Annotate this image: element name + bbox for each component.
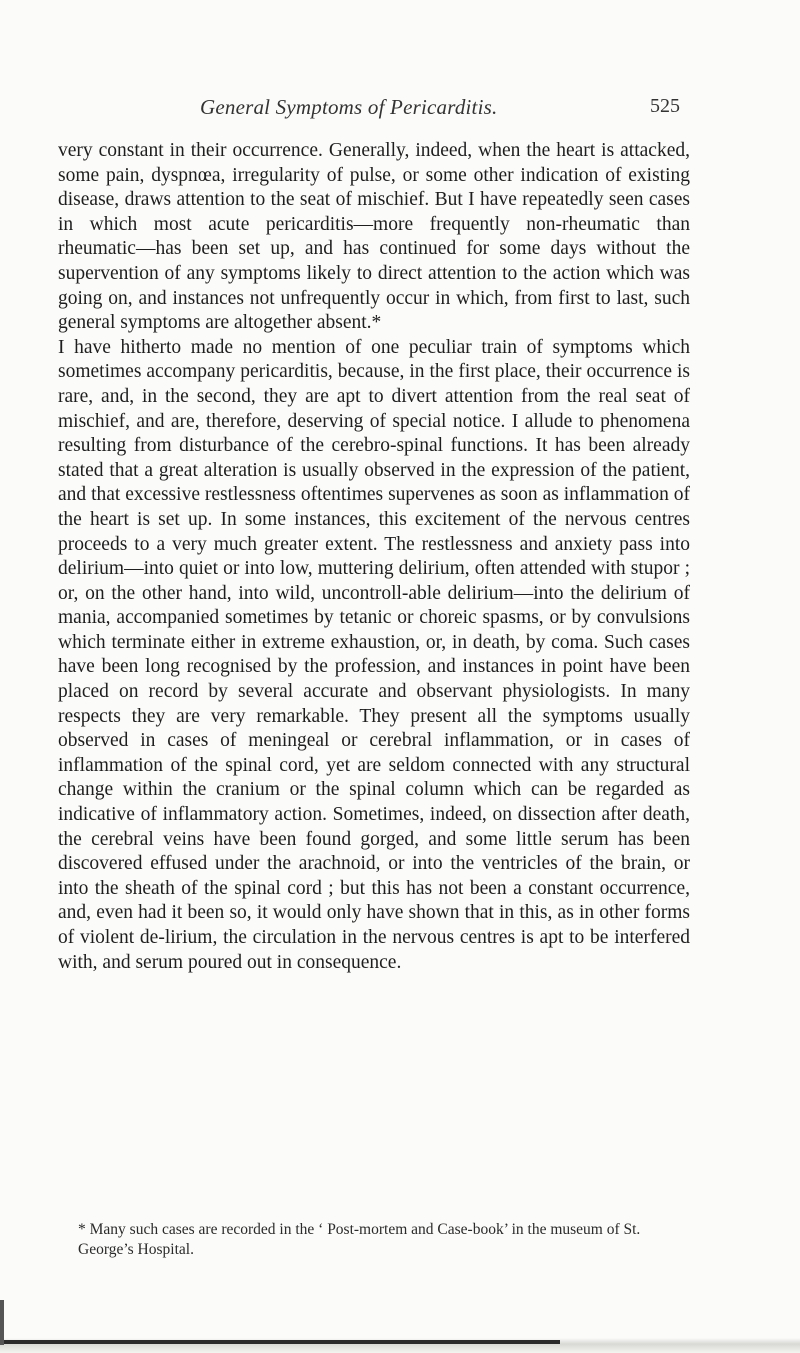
page-bottom-shadow	[0, 1340, 560, 1344]
running-head	[110, 95, 680, 125]
footnote	[58, 1220, 690, 1260]
page-number: 525	[650, 95, 680, 117]
page-left-shadow	[0, 1300, 4, 1345]
paragraph-2: I have hitherto made no mention of one peculiar train of symptoms which sometimes accompany pericarditis, because, in the first place, their occurrence is rare, and, in the second, they are apt to divert attention from the real seat of mischief, and are, therefore, deserving of special notice. I allude to phenomena resulting from disturbance of the cerebro-spinal functions. It has been already stated that a great alteration is usually observed in the expression of the patient, and that excessive restlessness oftentimes supervenes as soon as inflammation of the heart is set up. In some instances, this excitement of the nervous centres proceeds to a very much greater extent. The restlessness and anxiety pass into delirium—into quiet or into low, muttering delirium, often attended with stupor ; or, on the other hand, into wild, uncontroll-able delirium—into the delirium of mania, accompanied sometimes by tetanic or choreic spasms, or by convulsions which terminate either in extreme exhaustion, or, in death, by coma. Such cases have been long recognised by the profession, and instances in point have been placed on record by several accurate and observant physiologists. In many respects they are very remarkable. They present all the symptoms usually observed in cases of meningeal or cerebral inflammation, or in cases of inflammation of the spinal cord, yet are seldom connected with any structural change within the cranium or the spinal column which can be regarded as indicative of inflammatory action. Sometimes, indeed, on dissection after death, the cerebral veins have been found gorged, and some little serum has been discovered effused under the arachnoid, or into the ventricles of the brain, or into the sheath of the spinal cord ; but this has not been a constant occurrence, and, even had it been so, it would only have shown that in this, as in other forms of violent de-lirium, the circulation in the nervous centres is apt to be interfered with, and serum poured out in consequence.	[58, 336, 690, 973]
body-text	[58, 139, 690, 975]
paragraph-1: very constant in their occurrence. Generally, indeed, when the heart is attacked, some pain, dyspnœa, irregularity of pulse, or some other indication of existing disease, draws attention to the seat of mischief. But I have repeatedly seen cases in which most acute pericarditis—more frequently non-rheumatic than rheumatic—has been set up, and has continued for some days without the supervention of any symptoms likely to direct attention to the action which was going on, and instances not unfrequently occur in which, from first to last, such general symptoms are altogether absent.*	[58, 140, 690, 334]
footnote-text: * Many such cases are recorded in the ‘ Post-mortem and Case-book’ in the museum of St. George’s Hospital.	[78, 1221, 641, 1258]
running-title: General Symptoms of Pericarditis.	[200, 95, 498, 119]
